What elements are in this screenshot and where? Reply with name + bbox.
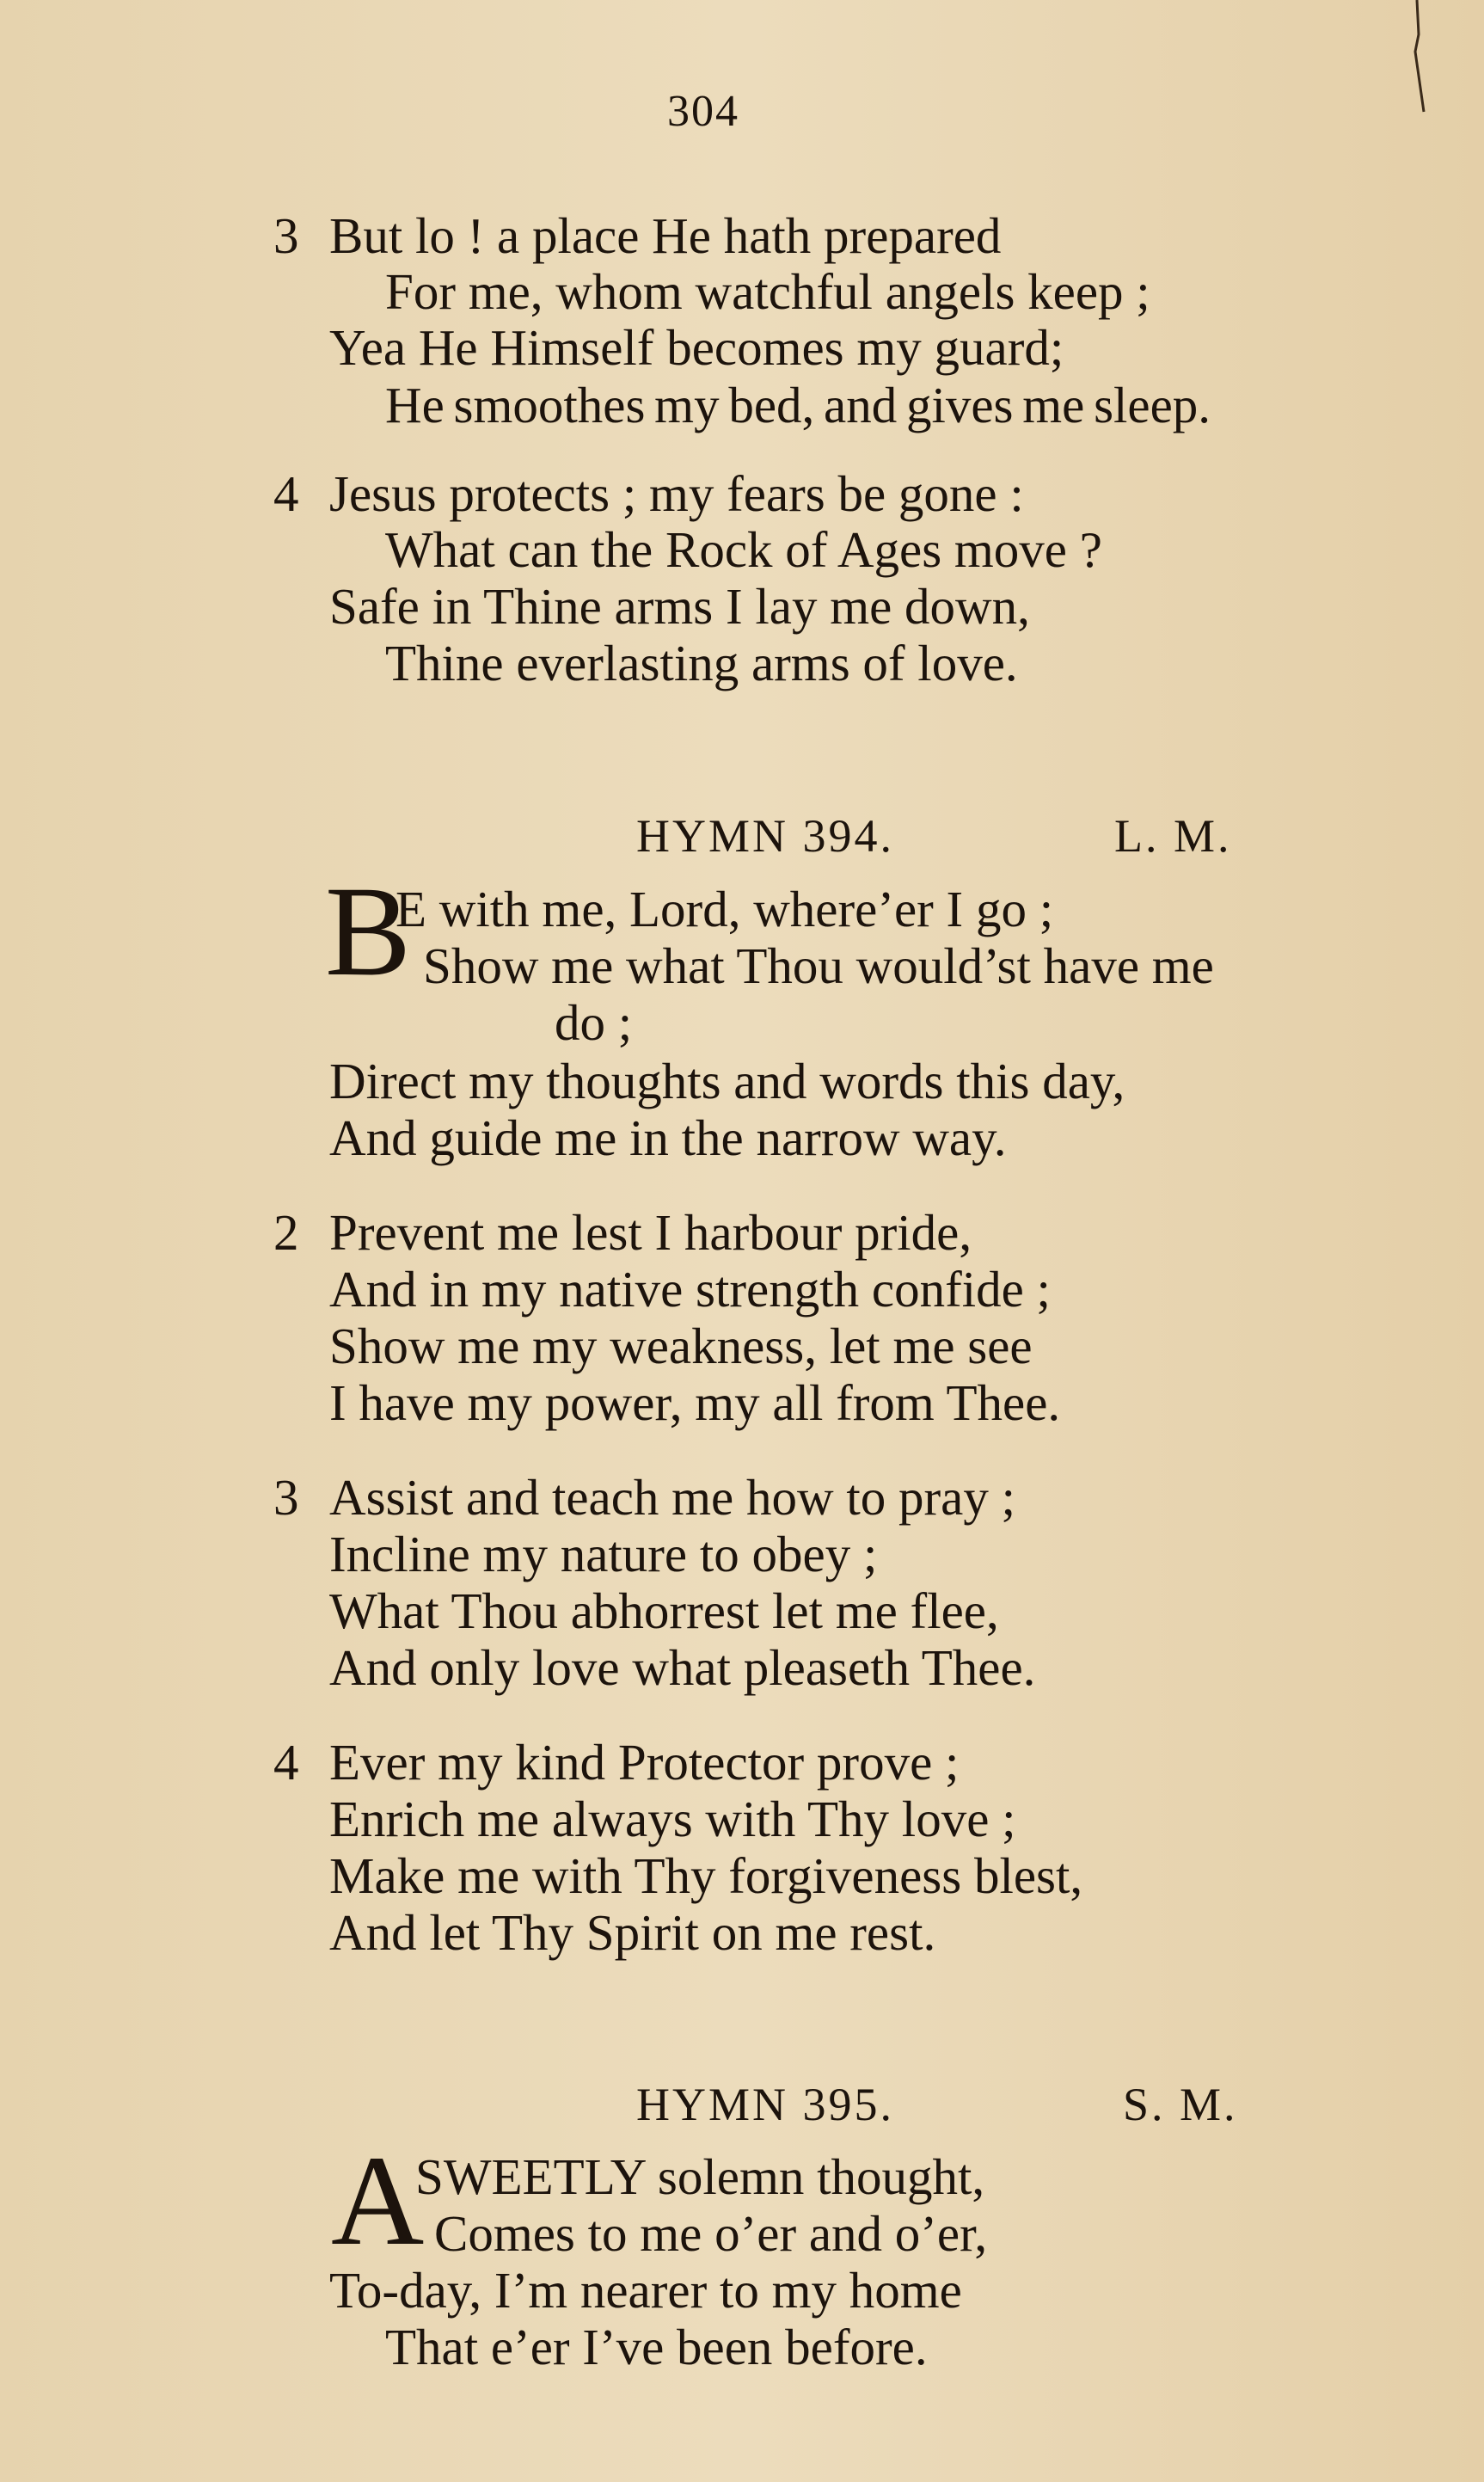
verse-line: What Thou abhorrest let me flee, bbox=[329, 1582, 999, 1639]
verse-line: Enrich me always with Thy love ; bbox=[329, 1791, 1016, 1847]
verse-line: Show me my weakness, let me see bbox=[329, 1318, 1033, 1374]
verse-line: And only love what pleaseth Thee. bbox=[329, 1639, 1036, 1696]
verse-line: And in my native strength confide ; bbox=[329, 1261, 1051, 1318]
verse-line: What can the Rock of Ages move ? bbox=[385, 521, 1102, 578]
verse-number: 2 bbox=[273, 1204, 299, 1261]
verse-line: To-day, I’m nearer to my home bbox=[329, 2262, 962, 2319]
verse-line: Thine everlasting arms of love. bbox=[385, 635, 1018, 691]
drop-cap: A bbox=[331, 2129, 425, 2272]
verse-number: 3 bbox=[273, 207, 299, 264]
verse-line: I have my power, my all from Thee. bbox=[329, 1374, 1061, 1431]
hymn-title: HYMN 394. bbox=[636, 810, 895, 862]
verse-line: Incline my nature to obey ; bbox=[329, 1526, 878, 1582]
verse-line: SWEETLY solemn thought, bbox=[415, 2148, 985, 2205]
hymn-meter: S. M. bbox=[1123, 2079, 1238, 2130]
drop-cap: B bbox=[325, 860, 412, 1003]
verse-line: Yea He Himself becomes my guard; bbox=[329, 319, 1064, 376]
verse-line: Make me with Thy forgiveness blest, bbox=[329, 1847, 1083, 1904]
verse-line: He smoothes my bed, and gives me sleep. bbox=[385, 377, 1211, 433]
verse-line: do ; bbox=[555, 994, 633, 1051]
hymn-title: HYMN 395. bbox=[636, 2079, 895, 2130]
page-number: 304 bbox=[667, 87, 739, 136]
verse-line: That e’er I’ve been before. bbox=[385, 2319, 928, 2375]
verse-number: 3 bbox=[273, 1469, 299, 1526]
verse-line: And let Thy Spirit on me rest. bbox=[329, 1904, 936, 1961]
verse-line: But lo ! a place He hath prepared bbox=[329, 207, 1002, 264]
hymn-meter: L. M. bbox=[1114, 810, 1232, 862]
verse-line: Direct my thoughts and words this day, bbox=[329, 1053, 1125, 1109]
verse-line: Prevent me lest I harbour pride, bbox=[329, 1204, 972, 1261]
verse-line: Show me what Thou would’st have me bbox=[423, 937, 1214, 994]
verse-line: For me, whom watchful angels keep ; bbox=[385, 263, 1150, 320]
verse-line: Ever my kind Protector prove ; bbox=[329, 1734, 960, 1791]
verse-line: E with me, Lord, where’er I go ; bbox=[396, 881, 1054, 937]
verse-line: Safe in Thine arms I lay me down, bbox=[329, 578, 1030, 635]
verse-number: 4 bbox=[273, 1734, 299, 1791]
verse-line: Comes to me o’er and o’er, bbox=[434, 2205, 988, 2262]
verse-line: Assist and teach me how to pray ; bbox=[329, 1469, 1015, 1526]
verse-line: And guide me in the narrow way. bbox=[329, 1109, 1007, 1166]
verse-number: 4 bbox=[273, 465, 299, 522]
verse-line: Jesus protects ; my fears be gone : bbox=[329, 465, 1024, 522]
